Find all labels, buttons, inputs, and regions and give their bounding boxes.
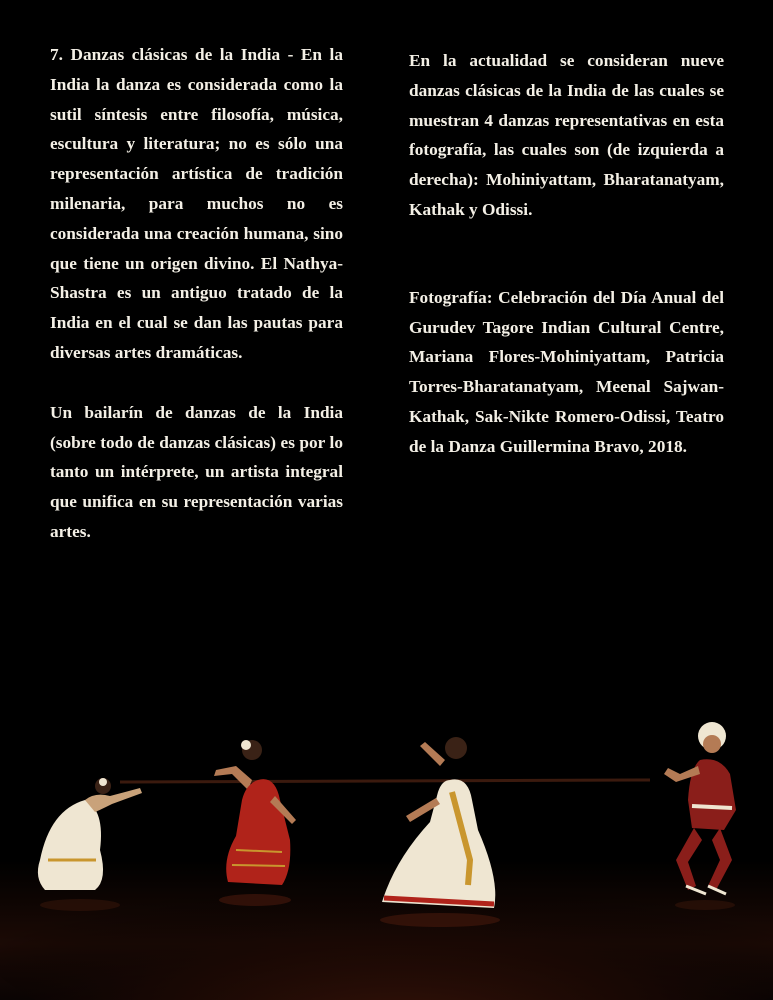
classical-dances-paragraph: En la actualidad se consideran nueve danzas clásicas de la India de las cuales se muestran 4 danzas representativas en esta fotografía, las cuales son (de izquierda a derecha): Mohiniyattam, Bharatanatyam, Kathak y Odissi. xyxy=(409,51,724,219)
stage-rail xyxy=(120,780,650,782)
dancer-paragraph: Un bailarín de danzas de la India (sobre todo de danzas clásicas) es por lo tanto un intérprete, un artista integral que unifica en su representación varias artes. xyxy=(50,402,343,541)
dancers-photo xyxy=(0,560,773,1000)
right-text-column xyxy=(409,46,724,492)
photo-caption: Fotografía: Celebración del Día Anual del Gurudev Tagore Indian Cultural Centre, Mariana Flores-Mohiniyattam, Patricia Torres-Bharatanatyam, Meenal Sajwan-Kathak, Sak-Nikte Romero-Odissi, Teatro de la Danza Guillermina Bravo, 2018. xyxy=(409,287,724,456)
left-text-column xyxy=(50,40,343,577)
intro-paragraph: 7. Danzas clásicas de la India - En la India la danza es considerada como la sutil síntesis entre filosofía, música, escultura y literatura; no es sólo una representación artística de tradición milenaria, para muchos no es considerada una creación humana, sino que tiene un origen divino. El Nathya-Shastra es un antiguo tratado de la India en el cual se dan las pautas para diversas artes dramáticas. xyxy=(50,45,343,362)
